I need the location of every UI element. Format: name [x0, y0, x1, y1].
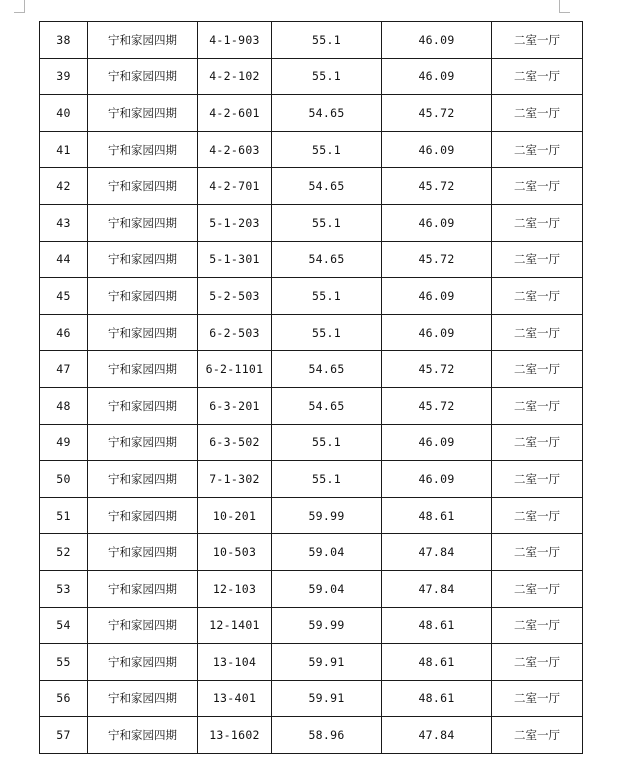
cell-community: 宁和家园四期 [88, 58, 198, 95]
table-row [40, 241, 583, 278]
cell-building-area: 59.99 [272, 497, 382, 534]
cell-building-area: 55.1 [272, 461, 382, 498]
cell-layout: 二室一厅 [492, 278, 583, 315]
cell-community: 宁和家园四期 [88, 461, 198, 498]
cell-number: 57 [40, 717, 88, 754]
cell-layout: 二室一厅 [492, 497, 583, 534]
cell-number: 40 [40, 95, 88, 132]
cell-layout: 二室一厅 [492, 314, 583, 351]
cell-number: 38 [40, 22, 88, 59]
cell-inner-area: 46.09 [382, 204, 492, 241]
page-corner-mark-left [14, 0, 25, 13]
cell-room: 6-2-1101 [198, 351, 272, 388]
cell-layout: 二室一厅 [492, 204, 583, 241]
cell-room: 4-1-903 [198, 22, 272, 59]
cell-number: 47 [40, 351, 88, 388]
cell-number: 51 [40, 497, 88, 534]
cell-room: 6-3-201 [198, 387, 272, 424]
cell-number: 56 [40, 680, 88, 717]
cell-number: 52 [40, 534, 88, 571]
cell-community: 宁和家园四期 [88, 387, 198, 424]
cell-community: 宁和家园四期 [88, 314, 198, 351]
cell-room: 6-3-502 [198, 424, 272, 461]
table-row [40, 351, 583, 388]
cell-inner-area: 46.09 [382, 131, 492, 168]
cell-layout: 二室一厅 [492, 22, 583, 59]
cell-building-area: 55.1 [272, 22, 382, 59]
cell-building-area: 55.1 [272, 314, 382, 351]
cell-room: 10-503 [198, 534, 272, 571]
table-row [40, 607, 583, 644]
cell-community: 宁和家园四期 [88, 351, 198, 388]
table-row [40, 58, 583, 95]
cell-room: 13-1602 [198, 717, 272, 754]
cell-community: 宁和家园四期 [88, 570, 198, 607]
cell-community: 宁和家园四期 [88, 607, 198, 644]
cell-number: 46 [40, 314, 88, 351]
table-row [40, 497, 583, 534]
cell-layout: 二室一厅 [492, 424, 583, 461]
cell-layout: 二室一厅 [492, 58, 583, 95]
cell-inner-area: 45.72 [382, 95, 492, 132]
cell-room: 13-401 [198, 680, 272, 717]
cell-building-area: 54.65 [272, 168, 382, 205]
cell-inner-area: 46.09 [382, 58, 492, 95]
cell-layout: 二室一厅 [492, 680, 583, 717]
cell-inner-area: 47.84 [382, 717, 492, 754]
cell-number: 50 [40, 461, 88, 498]
cell-community: 宁和家园四期 [88, 278, 198, 315]
cell-inner-area: 45.72 [382, 351, 492, 388]
cell-room: 4-2-102 [198, 58, 272, 95]
cell-room: 10-201 [198, 497, 272, 534]
cell-number: 43 [40, 204, 88, 241]
cell-community: 宁和家园四期 [88, 95, 198, 132]
cell-inner-area: 46.09 [382, 278, 492, 315]
cell-inner-area: 48.61 [382, 644, 492, 681]
cell-inner-area: 47.84 [382, 534, 492, 571]
cell-room: 13-104 [198, 644, 272, 681]
table-row [40, 644, 583, 681]
cell-inner-area: 46.09 [382, 314, 492, 351]
table-row [40, 22, 583, 59]
cell-building-area: 55.1 [272, 424, 382, 461]
cell-room: 4-2-701 [198, 168, 272, 205]
cell-community: 宁和家园四期 [88, 168, 198, 205]
cell-inner-area: 45.72 [382, 168, 492, 205]
cell-layout: 二室一厅 [492, 95, 583, 132]
cell-building-area: 59.91 [272, 644, 382, 681]
cell-community: 宁和家园四期 [88, 717, 198, 754]
cell-number: 41 [40, 131, 88, 168]
cell-building-area: 59.99 [272, 607, 382, 644]
cell-community: 宁和家园四期 [88, 22, 198, 59]
cell-building-area: 55.1 [272, 278, 382, 315]
cell-room: 5-1-301 [198, 241, 272, 278]
table-row [40, 314, 583, 351]
cell-building-area: 59.04 [272, 570, 382, 607]
cell-layout: 二室一厅 [492, 607, 583, 644]
cell-building-area: 59.91 [272, 680, 382, 717]
table-row [40, 680, 583, 717]
cell-number: 39 [40, 58, 88, 95]
cell-inner-area: 47.84 [382, 570, 492, 607]
cell-layout: 二室一厅 [492, 131, 583, 168]
cell-room: 4-2-603 [198, 131, 272, 168]
housing-table-body [40, 22, 583, 754]
cell-inner-area: 45.72 [382, 241, 492, 278]
cell-number: 49 [40, 424, 88, 461]
cell-layout: 二室一厅 [492, 351, 583, 388]
table-row [40, 387, 583, 424]
cell-layout: 二室一厅 [492, 168, 583, 205]
cell-community: 宁和家园四期 [88, 534, 198, 571]
cell-room: 5-2-503 [198, 278, 272, 315]
cell-room: 5-1-203 [198, 204, 272, 241]
cell-inner-area: 46.09 [382, 461, 492, 498]
cell-room: 7-1-302 [198, 461, 272, 498]
cell-building-area: 58.96 [272, 717, 382, 754]
cell-building-area: 54.65 [272, 351, 382, 388]
cell-building-area: 54.65 [272, 387, 382, 424]
cell-room: 12-103 [198, 570, 272, 607]
cell-community: 宁和家园四期 [88, 497, 198, 534]
cell-building-area: 54.65 [272, 95, 382, 132]
table-row [40, 717, 583, 754]
table-row [40, 131, 583, 168]
cell-number: 44 [40, 241, 88, 278]
cell-inner-area: 48.61 [382, 497, 492, 534]
cell-number: 42 [40, 168, 88, 205]
cell-building-area: 55.1 [272, 58, 382, 95]
cell-community: 宁和家园四期 [88, 644, 198, 681]
table-row [40, 95, 583, 132]
cell-inner-area: 48.61 [382, 680, 492, 717]
cell-room: 4-2-601 [198, 95, 272, 132]
table-row [40, 204, 583, 241]
cell-number: 53 [40, 570, 88, 607]
cell-layout: 二室一厅 [492, 387, 583, 424]
table-row [40, 461, 583, 498]
housing-table [39, 21, 583, 754]
cell-inner-area: 46.09 [382, 22, 492, 59]
cell-layout: 二室一厅 [492, 717, 583, 754]
cell-community: 宁和家园四期 [88, 424, 198, 461]
cell-layout: 二室一厅 [492, 461, 583, 498]
table-row [40, 278, 583, 315]
page-corner-mark-right [559, 0, 570, 13]
cell-building-area: 55.1 [272, 204, 382, 241]
cell-number: 45 [40, 278, 88, 315]
cell-number: 48 [40, 387, 88, 424]
cell-number: 55 [40, 644, 88, 681]
cell-community: 宁和家园四期 [88, 241, 198, 278]
cell-layout: 二室一厅 [492, 534, 583, 571]
cell-layout: 二室一厅 [492, 570, 583, 607]
cell-building-area: 54.65 [272, 241, 382, 278]
cell-community: 宁和家园四期 [88, 204, 198, 241]
table-row [40, 534, 583, 571]
cell-inner-area: 45.72 [382, 387, 492, 424]
cell-room: 6-2-503 [198, 314, 272, 351]
cell-building-area: 55.1 [272, 131, 382, 168]
table-row [40, 168, 583, 205]
cell-inner-area: 48.61 [382, 607, 492, 644]
table-row [40, 424, 583, 461]
cell-inner-area: 46.09 [382, 424, 492, 461]
cell-number: 54 [40, 607, 88, 644]
cell-building-area: 59.04 [272, 534, 382, 571]
cell-community: 宁和家园四期 [88, 131, 198, 168]
cell-room: 12-1401 [198, 607, 272, 644]
table-row [40, 570, 583, 607]
cell-layout: 二室一厅 [492, 241, 583, 278]
cell-community: 宁和家园四期 [88, 680, 198, 717]
cell-layout: 二室一厅 [492, 644, 583, 681]
